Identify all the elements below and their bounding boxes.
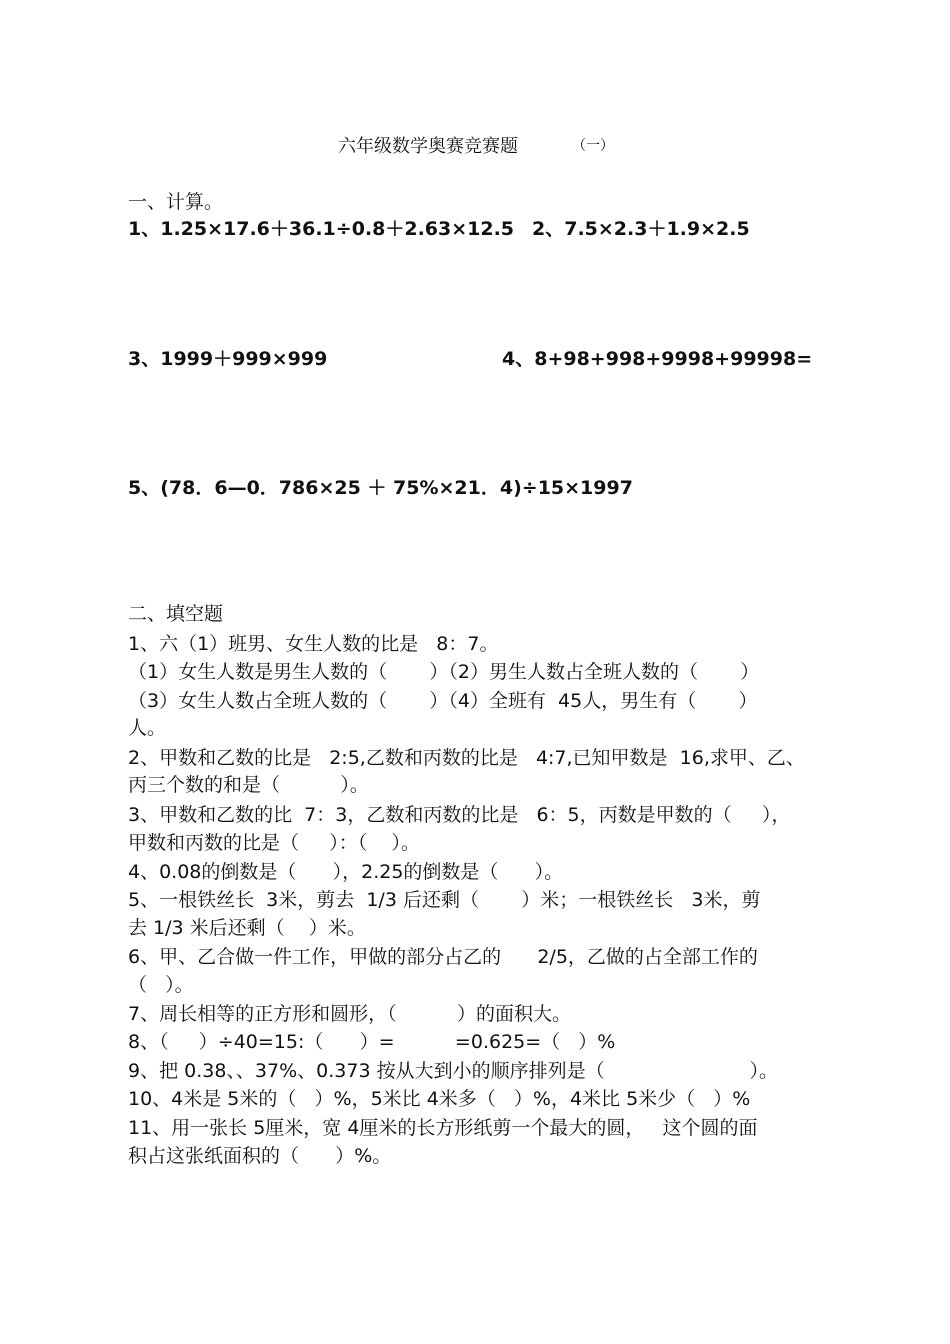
fill-line: 3、甲数和乙数的比 7：3，乙数和丙数的比是 6：5，丙数是甲数的（ ）， — [128, 804, 791, 826]
problem-5: 5、(78．6—0．786×25 ＋ 75%×21．4)÷15×1997 — [128, 477, 633, 499]
exam-title: 六年级数学奥赛竞赛题 — [338, 136, 518, 157]
fill-line: （ ）。 — [128, 974, 194, 996]
fill-line: （1）女生人数是男生人数的（ ）（2）男生人数占全班人数的（ ） — [128, 661, 760, 683]
fill-line: 8、（ ）÷40=15:（ ）= =0.625=（ ）% — [128, 1031, 616, 1053]
problem-4: 4、8+98+998+9998+99998= — [502, 348, 813, 370]
fill-line: 人。 — [128, 717, 167, 739]
fill-line: 11、用一张长 5厘米，宽 4厘米的长方形纸剪一个最大的圆， 这个圆的面 — [128, 1117, 758, 1139]
fill-line: 丙三个数的和是（ ）。 — [128, 774, 369, 796]
exam-number: （一） — [572, 138, 614, 154]
fill-line: 7、周长相等的正方形和圆形，（ ）的面积大。 — [128, 1003, 571, 1025]
fill-line: 积占这张纸面积的（ ）%。 — [128, 1145, 392, 1167]
problem-2: 2、7.5×2.3＋1.9×2.5 — [532, 218, 750, 240]
fill-line: 1、六（1）班男、女生人数的比是 8：7。 — [128, 633, 499, 655]
section-calculation-heading: 一、计算。 — [128, 191, 224, 213]
fill-line: 9、把 0.38、、37%、0.373 按从大到小的顺序排列是（ ）。 — [128, 1060, 779, 1082]
fill-line: （3）女生人数占全班人数的（ ）（4）全班有 45人，男生有（ ） — [128, 690, 758, 712]
section-fill-blank-heading: 二、填空题 — [128, 603, 224, 625]
fill-line: 6、甲、乙合做一件工作，甲做的部分占乙的 2/5，乙做的占全部工作的 — [128, 946, 758, 968]
fill-line: 10、4米是 5米的（ ）%，5米比 4米多（ ）%，4米比 5米少（ ）% — [128, 1088, 751, 1110]
problem-1: 1、1.25×17.6＋36.1÷0.8＋2.63×12.5 — [128, 218, 515, 240]
fill-line: 甲数和丙数的比是（ ）：（ ）。 — [128, 832, 420, 854]
fill-line: 4、0.08的倒数是（ ），2.25的倒数是（ ）。 — [128, 861, 564, 883]
problem-3: 3、1999＋999×999 — [128, 348, 328, 370]
fill-line: 去 1/3 米后还剩（ ）米。 — [128, 917, 366, 939]
fill-line: 5、一根铁丝长 3米，剪去 1/3 后还剩（ ）米；一根铁丝长 3米，剪 — [128, 889, 761, 911]
fill-line: 2、甲数和乙数的比是 2:5,乙数和丙数的比是 4:7,已知甲数是 16,求甲、乙、 — [128, 747, 805, 769]
